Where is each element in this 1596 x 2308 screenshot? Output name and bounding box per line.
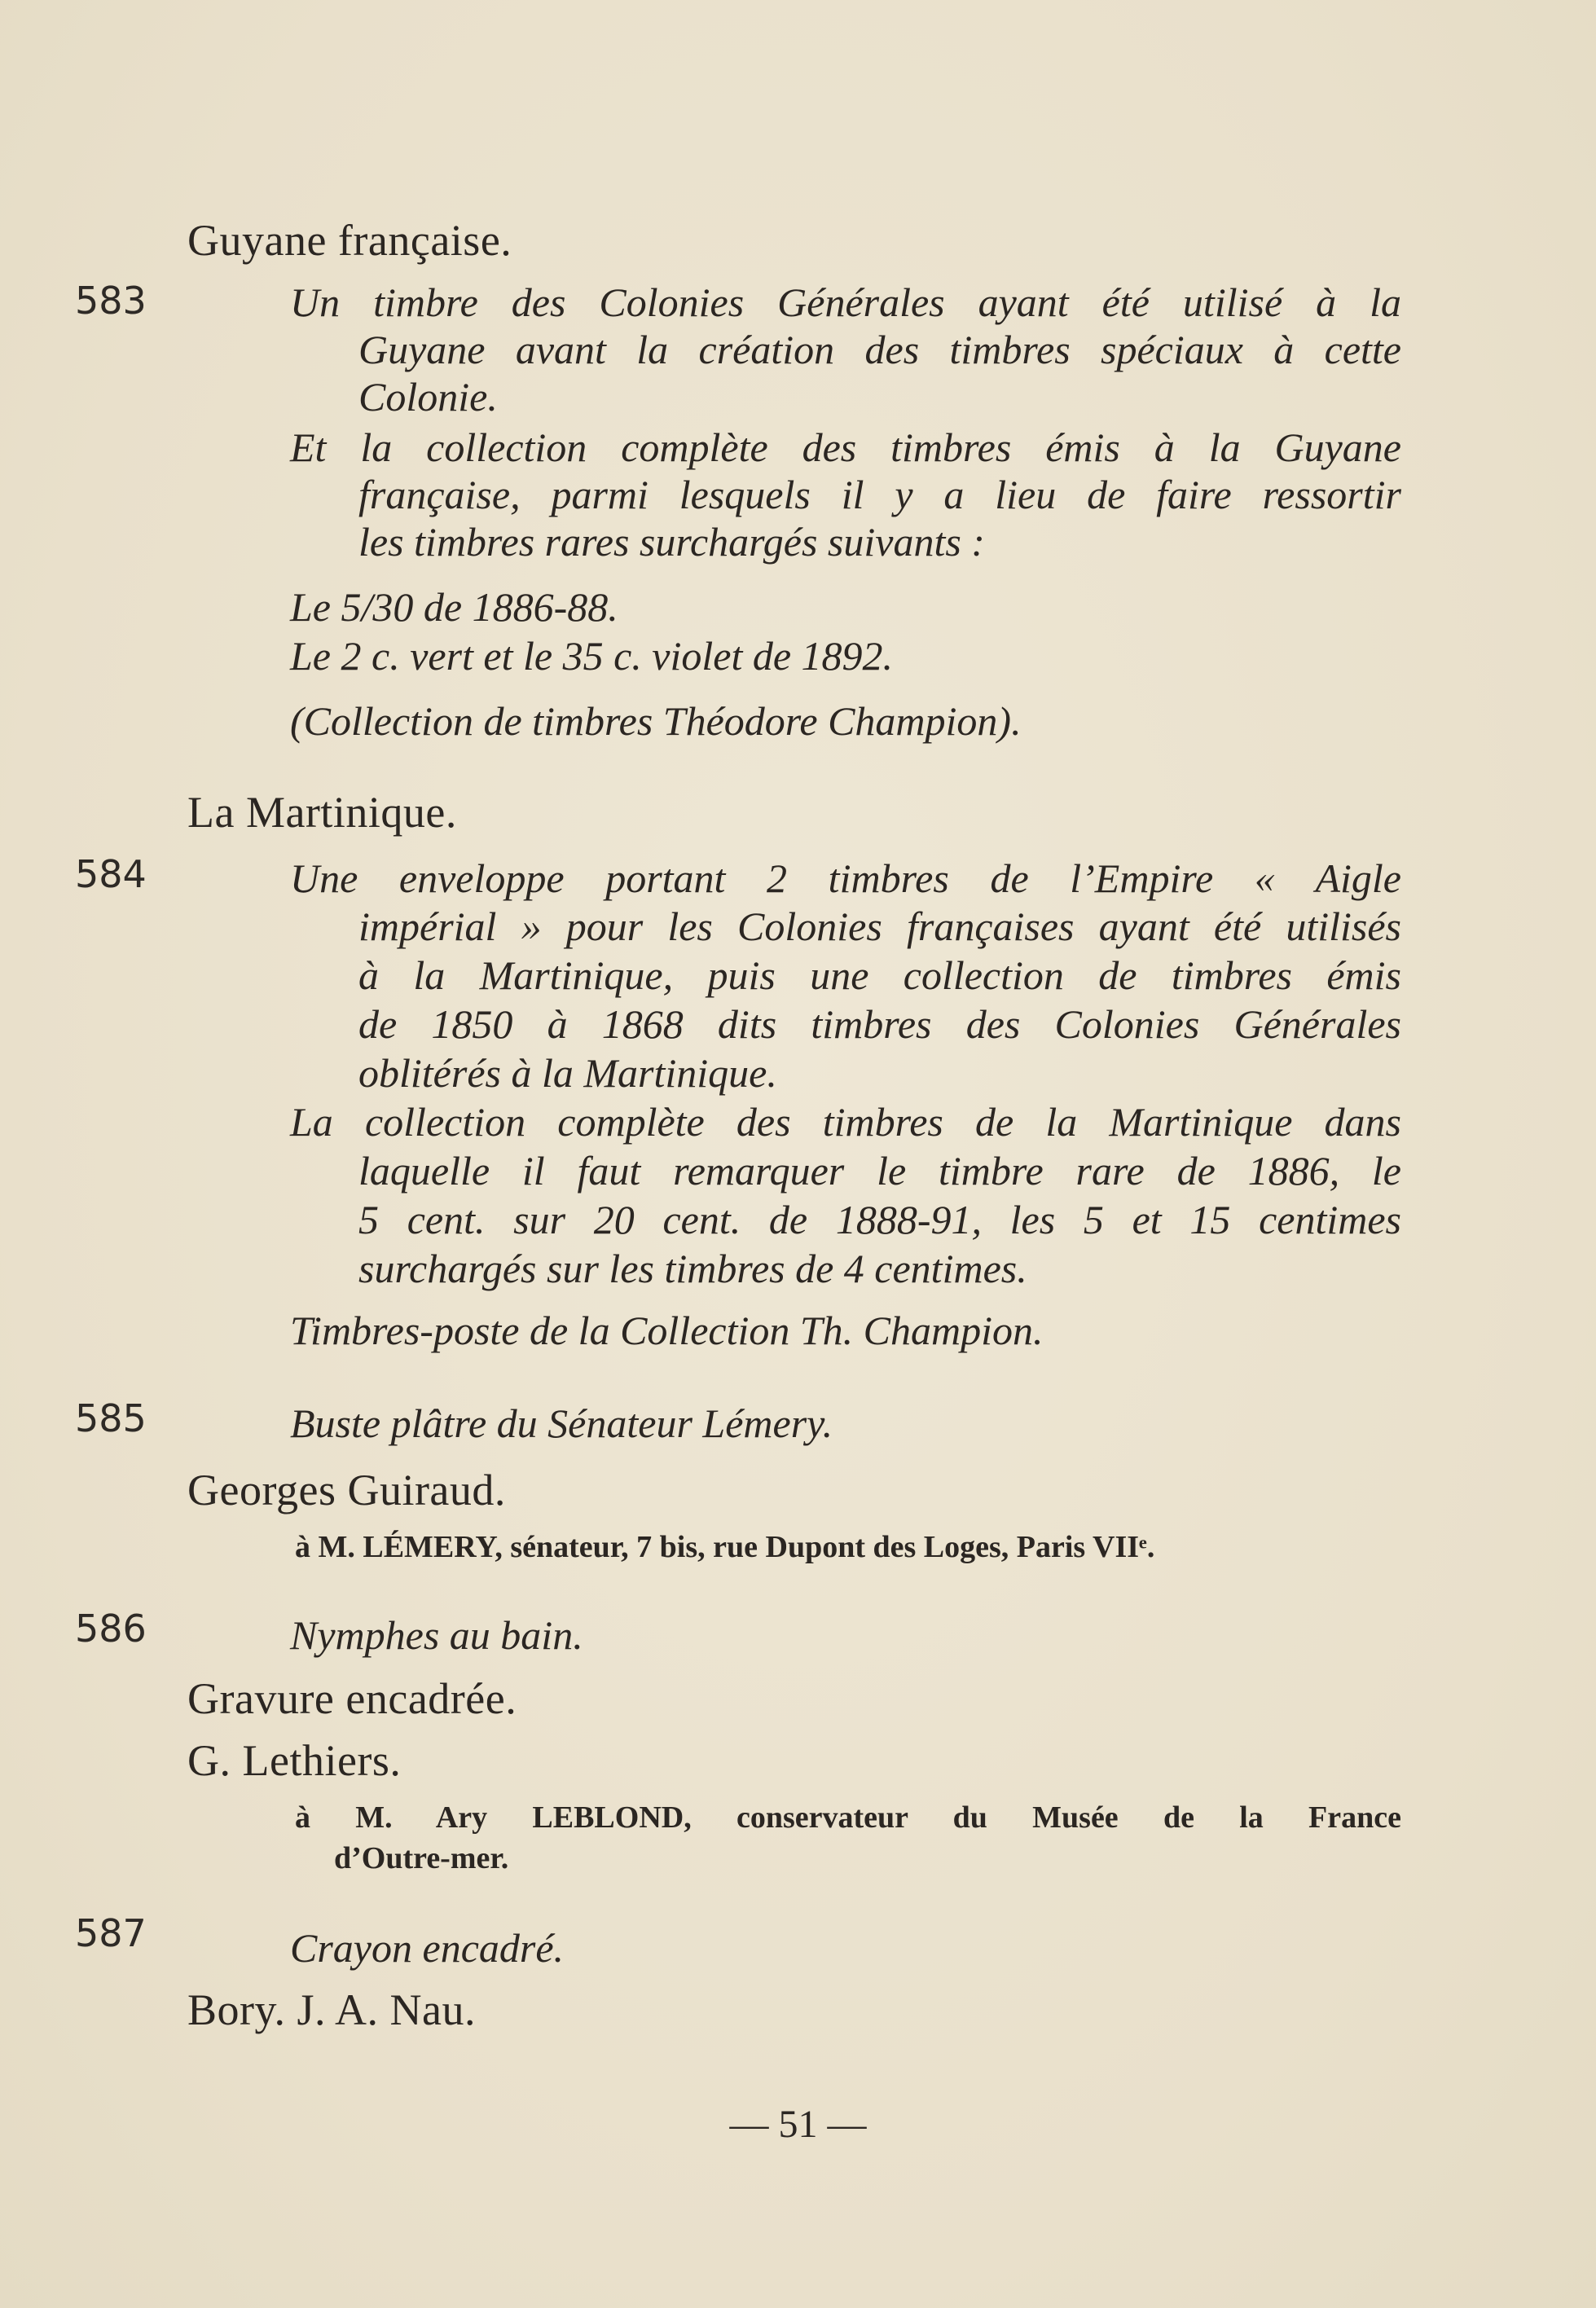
page-number: — 51 — — [729, 2103, 867, 2146]
entry-584-line: de 1850 à 1868 dits timbres des Colonies Générales — [358, 1001, 1401, 1047]
entry-583-line: française, parmi lesquels il y a lieu de faire ressortir — [358, 472, 1401, 517]
entry-586-medium: Gravure encadrée. — [187, 1674, 517, 1723]
entry-584-line: La collection complète des timbres de la Martinique dans — [290, 1099, 1401, 1145]
entry-584-line: Une enveloppe portant 2 timbres de l’Empire « Aigle — [290, 855, 1401, 901]
entry-585-title: Buste plâtre du Sénateur Lémery. — [290, 1400, 833, 1446]
entry-586-attribution: d’Outre-mer. — [334, 1841, 509, 1875]
entry-584-line: 5 cent. sur 20 cent. de 1888-91, les 5 et 15 centimes — [358, 1197, 1401, 1242]
entry-583-line: Colonie. — [358, 374, 498, 420]
entry-586-title: Nymphes au bain. — [290, 1612, 583, 1658]
entry-584-line: surchargés sur les timbres de 4 centimes. — [358, 1246, 1027, 1291]
entry-583-line: Un timbre des Colonies Générales ayant été utilisé à la — [290, 279, 1401, 325]
entry-583-line: Le 5/30 de 1886-88. — [290, 584, 618, 630]
entry-583-line: Guyane avant la création des timbres spéciaux à cette — [358, 327, 1401, 372]
entry-584-line: à la Martinique, puis une collection de timbres émis — [358, 952, 1401, 998]
lot-number-585: 585 — [75, 1396, 147, 1440]
entry-584-line: oblitérés à la Martinique. — [358, 1050, 777, 1096]
entry-587-artist: Bory. J. A. Nau. — [187, 1985, 476, 2034]
entry-586-artist: G. Lethiers. — [187, 1736, 402, 1785]
entry-586-attribution: à M. Ary LEBLOND, conservateur du Musée de la France — [295, 1800, 1401, 1835]
section-heading-guyane: Guyane française. — [187, 216, 512, 265]
entry-585-attribution: à M. LÉMERY, sénateur, 7 bis, rue Dupont des Loges, Paris VIIᵉ. — [295, 1530, 1155, 1564]
entry-583-line: (Collection de timbres Théodore Champion). — [290, 698, 1022, 744]
entry-584-line: impérial » pour les Colonies françaises ayant été utilisés — [358, 903, 1401, 949]
entry-584-line: Timbres-poste de la Collection Th. Champion. — [290, 1308, 1044, 1353]
entry-583-line: les timbres rares surchargés suivants : — [358, 519, 985, 565]
entry-585-artist: Georges Guiraud. — [187, 1466, 506, 1514]
lot-number-587: 587 — [75, 1911, 147, 1955]
lot-number-584: 584 — [75, 852, 147, 896]
section-heading-martinique: La Martinique. — [187, 788, 457, 837]
entry-584-line: laquelle il faut remarquer le timbre rare de 1886, le — [358, 1148, 1401, 1194]
entry-587-title: Crayon encadré. — [290, 1925, 565, 1971]
entry-583-line: Le 2 c. vert et le 35 c. violet de 1892. — [290, 633, 894, 679]
entry-583-line: Et la collection complète des timbres émis à la Guyane — [290, 424, 1401, 470]
lot-number-586: 586 — [75, 1607, 147, 1651]
lot-number-583: 583 — [75, 279, 147, 323]
